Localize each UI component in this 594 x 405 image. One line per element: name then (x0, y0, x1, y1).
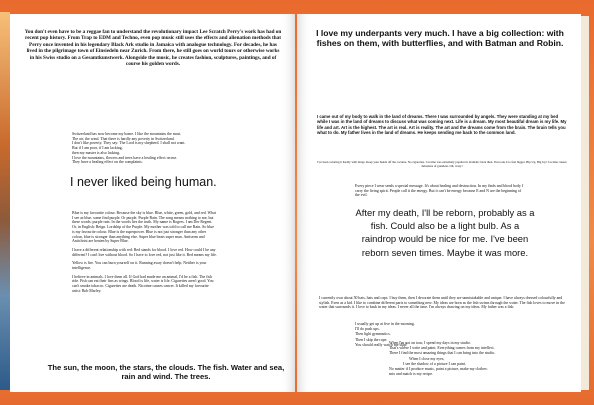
poem-line: Then light gymnastics. (355, 332, 391, 337)
poem-studio (389, 341, 567, 377)
paragraph-message: Every piece I wear sends a special message. It's about healing and destruction. In my finds and blood body I carry the living spirit. People call it the energy. But it can't be energy because E and N are the beginning of the evil. (355, 184, 524, 198)
paragraph-dreams: I came out of my body to walk in the land of dreams. There I was surrounded by angels. They were standing at my bed while I was in the land of dreams to discuss what was coming next. Life is a dream. My most beautiful dream is my life. My life and art. Art is the highest. The art is real. Art is reality. The art and the dreams come from the brain. The brain tells you what to do. My father lives in the land of dreams. He keeps sending me back to the common land. (317, 114, 567, 135)
poem-line: I love the mountains, flowers and trees have a healing effect on me. (72, 155, 178, 160)
poem-line: But if I am poor, if I am lacking, (72, 146, 123, 151)
pull-quote-human: I never liked being human. (70, 175, 217, 189)
right-page-edge (581, 16, 589, 390)
poem-line: When I'm not on tour, I spend my days in my studio. (389, 341, 471, 345)
right-page (297, 14, 581, 392)
bottom-headline: The sun, the moon, the stars, the clouds. The fish. Water and sea, rain and wind. The trees. (47, 363, 285, 381)
paragraph-hats: I currently own about 50 hats, hats and caps. I buy them, then I decorate them until they are unmistakable and unique. I have always dressed colourfully and stylish. Even as a kid. I like to combine different parts to something new. My ideas are born as the fish swims through the water. The fish loves to move in the water that surrounds it. I love to bask in my ideas. I never all the time. I'm always drawing on my ideas. My father was a fish. (319, 296, 565, 310)
poem-line: I usually get up at five in the morning. (355, 322, 415, 326)
left-page-edge (0, 12, 10, 390)
poem-line: There I find the most amazing things that I can bring into the studio. (389, 351, 496, 356)
paragraph-yellow: Yellow is fire. You can burn yourself on it. Running away doesn't help. Neither is your intelligence. (72, 261, 207, 271)
poem-switzerland (72, 132, 242, 165)
headline-underpants: I love my underpants very much. I have a big collection: with fishes on them, with butterflies, and with Batman and Robin. (316, 28, 564, 48)
poem-line: You should really watch me skip! (355, 342, 408, 347)
poem-line: mix and match is my recipe. (389, 372, 434, 377)
poem-line: The air, the wind. That there is hardly any poverty in Switzerland. (72, 136, 175, 141)
poem-line: I see the shadow of a picture I can paint. (403, 361, 466, 366)
paragraph-animals: I believe in animals. I love them all. If God had made me an animal, I'd be a fish. The fish ride. Fish can eat their fins as wings. Blood is life, water is life. Cigarettes aren't good. You can't smoke tobacco. Cigarettes are death. Nicotine causes cancer. It killed my favourite artist: Bob Marley. (72, 274, 214, 293)
intro-paragraph: You don't even have to be a reggae fan to understand the revolutionary impact Lee Scratch Perry's work has had on recent pop history. From Trap to EDM and Techno, even pop music still uses the effects and alienation methods that Perry once invented in his legendary Black Ark studio in Jamaica with analogue technology. For decades, he has lived in the pilgrimage town of Einsiedeln near Zurich. From there, he still goes on world tours or otherwise works in his Swiss studio on a Gesamtkunstwerk. Alongside the music, he creates fashion, sculptures, paintings, and of course his golden words. (24, 29, 282, 68)
poem-line: Switzerland has now become my home. I like the mountains the most. (72, 132, 182, 136)
poem-line: I don't like poverty. They say: The Lord is my shepherd. I shall not want. (72, 141, 186, 146)
paragraph-blue: Blue is my favourite colour. Because the sky is blue. Blue, white, green, gold, and red. What I see as blue, some find purple. Or purple. Purple Rain. The song means nothing to me, but these words: purple rain. In the words lies the truth. My name is Rogers. I am Der Regent. Or, in English: Reign. Lordship of the Purple. My mother was told to call me Rain. So blue is my favourite colour. Blue is the superpower. Blue is not just stronger than any other colour, blue is stronger than anything else. Super blue beats super man. Antiserm and Antichrist are beaten by Super Blue. (72, 211, 216, 244)
poem-line: They have a healing effect on the complaints. (72, 160, 143, 165)
colour-essay (72, 211, 217, 294)
poem-line: No matter if I produce music, paint a picture, make my clothes: (389, 367, 488, 372)
poem-line: then my master is also lacking. (72, 150, 121, 155)
left-page (10, 14, 295, 392)
poem-line: Then I skip the rope. (355, 337, 388, 342)
poem-line: That's where I write and paint. Everything comes from my intellect. (389, 346, 495, 351)
paragraph-drugs: I've been coloring it hardly with drugs. Keep your hands off the cocaine. No cigarettes. Cocaine was extremely popular in dramatic back then. You took it to feel bigger. Hip Up, Big Up! Cocaine causes delusions of grandeur. Oh, crazy! (317, 160, 567, 168)
poem-line: I'll do push ups. (355, 327, 380, 332)
pull-quote-reborn: After my death, I'll be reborn, probably as a fish. Could also be a light bulb. As a raindrop would be nice for me. I've been reborn seven times. Maybe it was more. (355, 207, 535, 258)
poem-line: When I close my eyes, (409, 356, 445, 361)
paragraph-red: I have a different relationship with red: Red stands for blood. I love red. How could I be any different? I can't live without blood. So I have to love red, not just like it. Red means my life. (72, 247, 217, 257)
